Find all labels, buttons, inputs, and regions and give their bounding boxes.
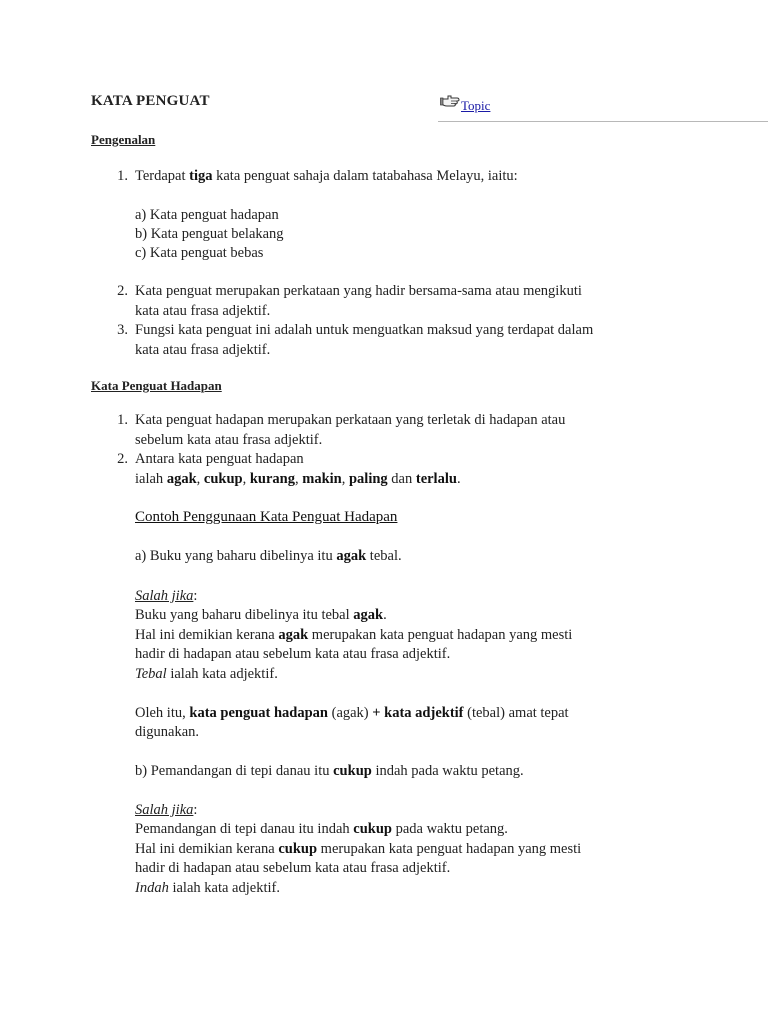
type-item: b) Kata penguat belakang xyxy=(135,226,284,242)
reason-text: Hal ini demikian kerana agak merupakan kata penguat hadapan yang mesti xyxy=(135,627,573,643)
salah-label: Salah jika: xyxy=(135,588,198,604)
section-heading-hadapan: Kata Penguat Hadapan xyxy=(91,378,222,393)
page-title: KATA PENGUAT xyxy=(91,93,210,109)
example-sentence: a) Buku yang baharu dibelinya itu agak tebal. xyxy=(135,548,402,564)
wrong-example: Pemandangan di tepi danau itu indah cukup pada waktu petang. xyxy=(135,821,508,837)
conclusion-text: digunakan. xyxy=(135,724,200,740)
wrong-example: Buku yang baharu dibelinya itu tebal agak. xyxy=(135,607,387,623)
reason-text: hadir di hadapan atau sebelum kata atau frasa adjektif. xyxy=(135,646,451,662)
conclusion-text: Oleh itu, kata penguat hadapan (agak) + kata adjektif (tebal) amat tepat xyxy=(135,705,569,721)
list-item: Kata penguat hadapan merupakan perkataan yang terletak di hadapan atau sebelum kata atau frasa adjektif. xyxy=(135,412,566,448)
list-item: Antara kata penguat hadapan ialah agak, cukup, kurang, makin, paling dan terlalu. xyxy=(135,451,461,487)
pointing-hand-icon[interactable] xyxy=(440,92,460,115)
reason-text: Tebal ialah kata adjektif. xyxy=(135,666,278,682)
list-item: Kata penguat merupakan perkataan yang hadir bersama-sama atau mengikuti kata atau frasa adjektif. xyxy=(135,283,582,319)
type-item: a) Kata penguat hadapan xyxy=(135,207,279,223)
reason-text: Hal ini demikian kerana cukup merupakan kata penguat hadapan yang mesti xyxy=(135,841,582,857)
list-number: 2. xyxy=(117,283,128,299)
contoh-heading: Contoh Penggunaan Kata Penguat Hadapan xyxy=(135,509,398,525)
reason-text: hadir di hadapan atau sebelum kata atau frasa adjektif. xyxy=(135,860,451,876)
list-item: Terdapat tiga kata penguat sahaja dalam tatabahasa Melayu, iaitu: xyxy=(135,168,518,184)
reason-text: Indah ialah kata adjektif. xyxy=(135,880,280,896)
example-sentence: b) Pemandangan di tepi danau itu cukup indah pada waktu petang. xyxy=(135,763,524,779)
topic-nav[interactable] xyxy=(440,92,490,116)
list-number: 2. xyxy=(117,451,128,467)
topic-link[interactable]: Topic xyxy=(461,98,491,113)
salah-label: Salah jika: xyxy=(135,802,198,818)
section-heading-pengenalan: Pengenalan xyxy=(91,132,156,147)
list-number: 1. xyxy=(117,412,128,428)
list-item: Fungsi kata penguat ini adalah untuk menguatkan maksud yang terdapat dalam kata atau frasa adjektif. xyxy=(135,322,594,358)
list-number: 1. xyxy=(117,168,128,184)
header-divider xyxy=(438,121,768,122)
list-number: 3. xyxy=(117,322,128,338)
type-item: c) Kata penguat bebas xyxy=(135,245,264,261)
